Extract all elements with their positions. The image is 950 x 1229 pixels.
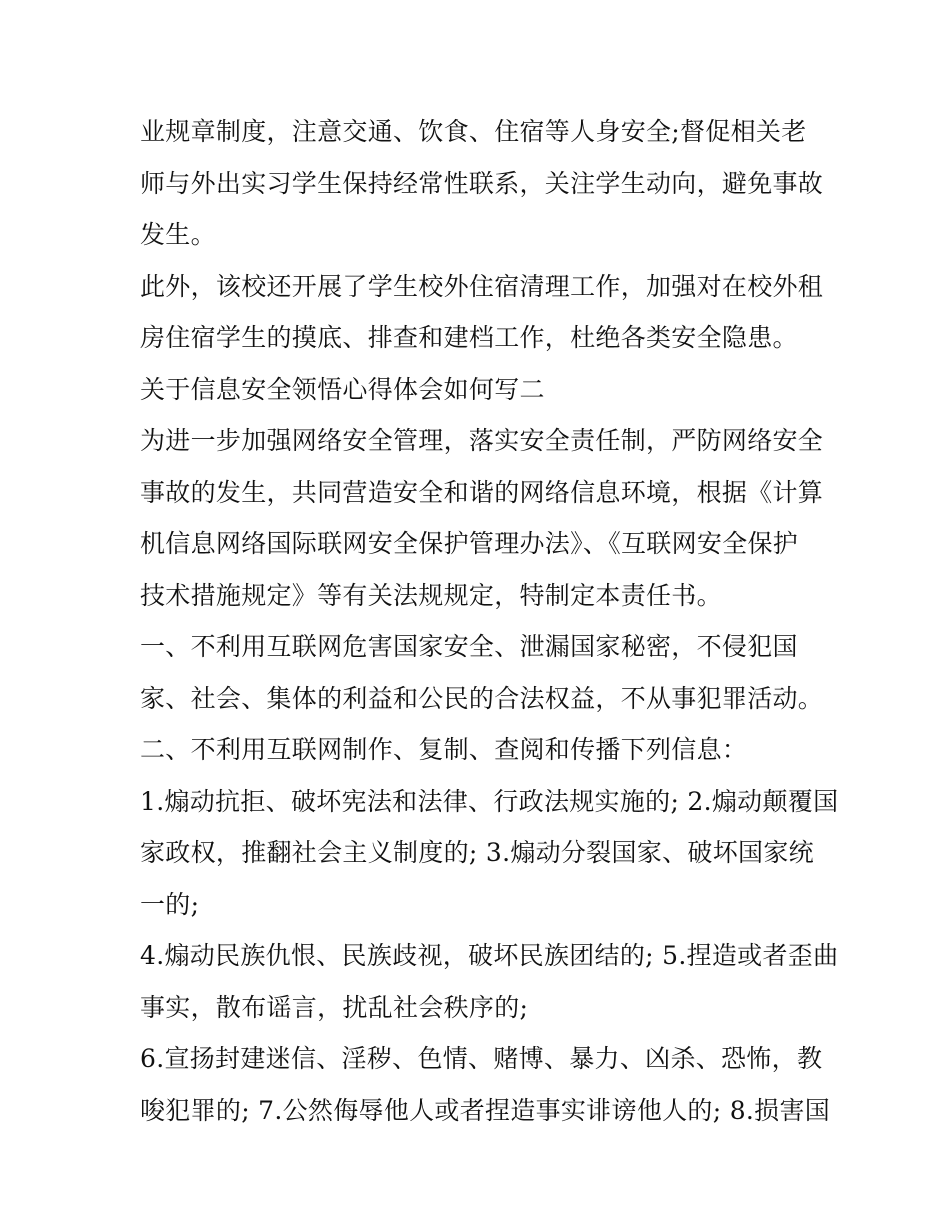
text-line: 此外，该校还开展了学生校外住宿清理工作，加强对在校外租	[140, 271, 824, 301]
text-line: 房住宿学生的摸底、排查和建档工作，杜绝各类安全隐患。	[140, 323, 798, 352]
document-body	[140, 106, 839, 1136]
text-line: 6.宣扬封建迷信、淫秽、色情、赌博、暴力、凶杀、恐怖，教	[140, 1044, 823, 1073]
section-heading: 关于信息安全领悟心得体会如何写二	[140, 374, 545, 404]
text-line: 4.煽动民族仇恨、民族歧视，破坏民族团结的; 5.捏造或者歪曲	[140, 941, 839, 970]
text-line: 事实，散布谣言，扰乱社会秩序的;	[140, 992, 529, 1022]
text-line: 唆犯罪的; 7.公然侮辱他人或者捏造事实诽谤他人的; 8.损害国	[140, 1095, 831, 1125]
text-line: 家、社会、集体的利益和公民的合法权益，不从事犯罪活动。	[140, 683, 824, 713]
text-line: 发生。	[140, 220, 216, 249]
text-line: 业规章制度，注意交通、饮食、住宿等人身安全;督促相关老	[140, 117, 807, 146]
text-line: 技术措施规定》等有关法规规定，特制定本责任书。	[140, 580, 722, 610]
text-line: 为进一步加强网络安全管理，落实安全责任制，严防网络安全	[140, 426, 824, 455]
text-line: 机信息网络国际联网安全保护管理办法》、《互联网安全保护	[140, 529, 799, 558]
text-line: 一、不利用互联网危害国家安全、泄漏国家秘密，不侵犯国	[140, 632, 798, 661]
text-line: 师与外出实习学生保持经常性联系，关注学生动向，避免事故	[140, 168, 824, 198]
text-line: 一的;	[140, 889, 200, 919]
text-line: 事故的发生，共同营造安全和谐的网络信息环境，根据《计算	[140, 477, 824, 507]
text-line: 二、不利用互联网制作、复制、查阅和传播下列信息：	[140, 735, 748, 764]
text-line: 家政权，推翻社会主义制度的; 3.煽动分裂国家、破坏国家统	[140, 838, 814, 867]
text-line: 1.煽动抗拒、破坏宪法和法律、行政法规实施的; 2.煽动颠覆国	[140, 786, 839, 816]
